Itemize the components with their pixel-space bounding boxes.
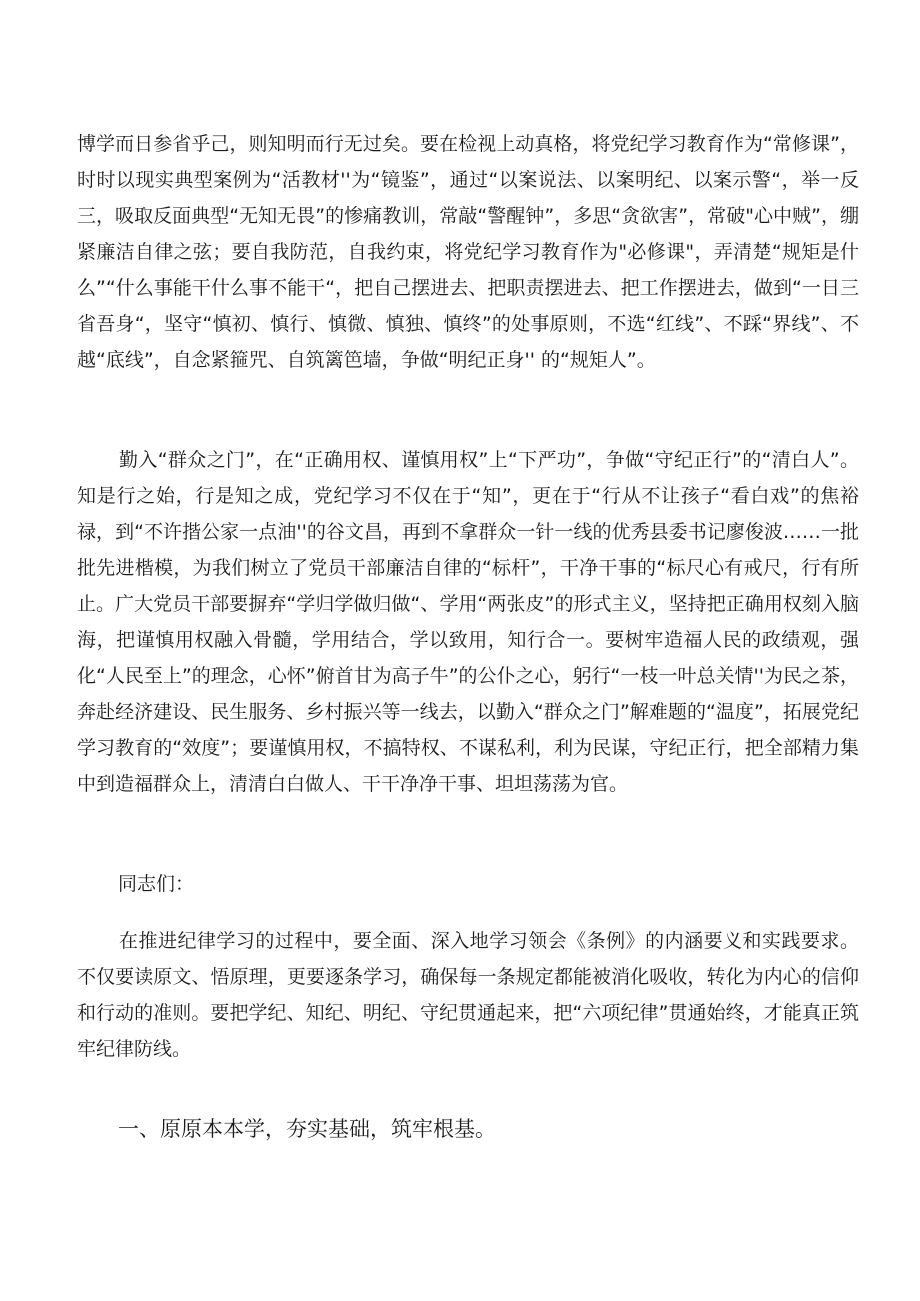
paragraph-discipline-study: 在推进纪律学习的过程中，要全面、深入地学习领会《条例》的内涵要义和实践要求。不仅要读原文、悟原理，更要逐条学习，确保每一条规定都能被消化吸收，转化为内心的信仰和行动的准则。要把学纪、知纪、明纪、守纪贯通起来，把“六项纪律”贯通始终，才能真正筑牢纪律防线。 [77,930,859,1060]
paragraph-salutation: 同志们： [118,873,195,895]
section-heading: 一、原原本本学，夯实基础，筑牢根基。 [118,1117,496,1141]
paragraph-serve-the-people: 勤入“群众之门”，在“正确用权、谨慎用权”上“下严功”，争做“守纪正行”的“清白人”。知是行之始，行是知之成，党纪学习不仅在于“知”，更在于“行从不让孩子“看白戏”的焦裕禄，到“不许揩公家一点油''的谷文昌，再到不拿群众一针一线的优秀县委书记廖俊波……一批批先进楷模，为我们树立了党员干部廉洁自律的“标杆”，干净干事的“标尺心有戒尺，行有所止。广大党员干部要摒弃“学归学做归做“、学用“两张皮”的形式主义，坚持把正确用权刻入脑海，把谨慎用权融入骨髓，学用结合，学以致用，知行合一。要树牢造福人民的政绩观，强化“人民至上”的理念，心怀”俯首甘为高子牛”的公仆之心，躬行“一枝一叶总关情''为民之茶，奔赴经济建设、民生服务、乡村振兴等一线去，以勤入“群众之门”解难题的“温度”，拓展党纪学习教育的“效度”；要谨慎用权，不搞特权、不谋私利，利为民谋，守纪正行，把全部精力集中到造福群众上，清清白白做人、干干净净干事、坦坦荡荡为官。 [77,449,859,795]
paragraph-self-discipline: 博学而日参省乎己，则知明而行无过矣。要在检视上动真格，将党纪学习教育作为“常修课”，时时以现实典型案例为“活教材''为“镜鉴”，通过“以案说法、以案明纪、以案示警“，举一反三，吸取反面典型“无知无畏”的惨痛教训，常敲“警醒钟”，多思“贪欲害”，常破"心中贼”，绷紧廉洁自律之弦；要自我防范，自我约束，将党纪学习教育作为"必修课"，弄清楚“规矩是什么”“什么事能干什么事不能干“，把自己摆进去、把职责摆进去、把工作摆进去，做到“一日三省吾身“，坚守“慎初、慎行、慎微、慎独、慎终”的处事原则，不选“红线”、不踩“界线”、不越“底线”，自念紧箍咒、自筑篱笆墙，争做“明纪正身'' 的“规矩人”。 [77,133,859,371]
